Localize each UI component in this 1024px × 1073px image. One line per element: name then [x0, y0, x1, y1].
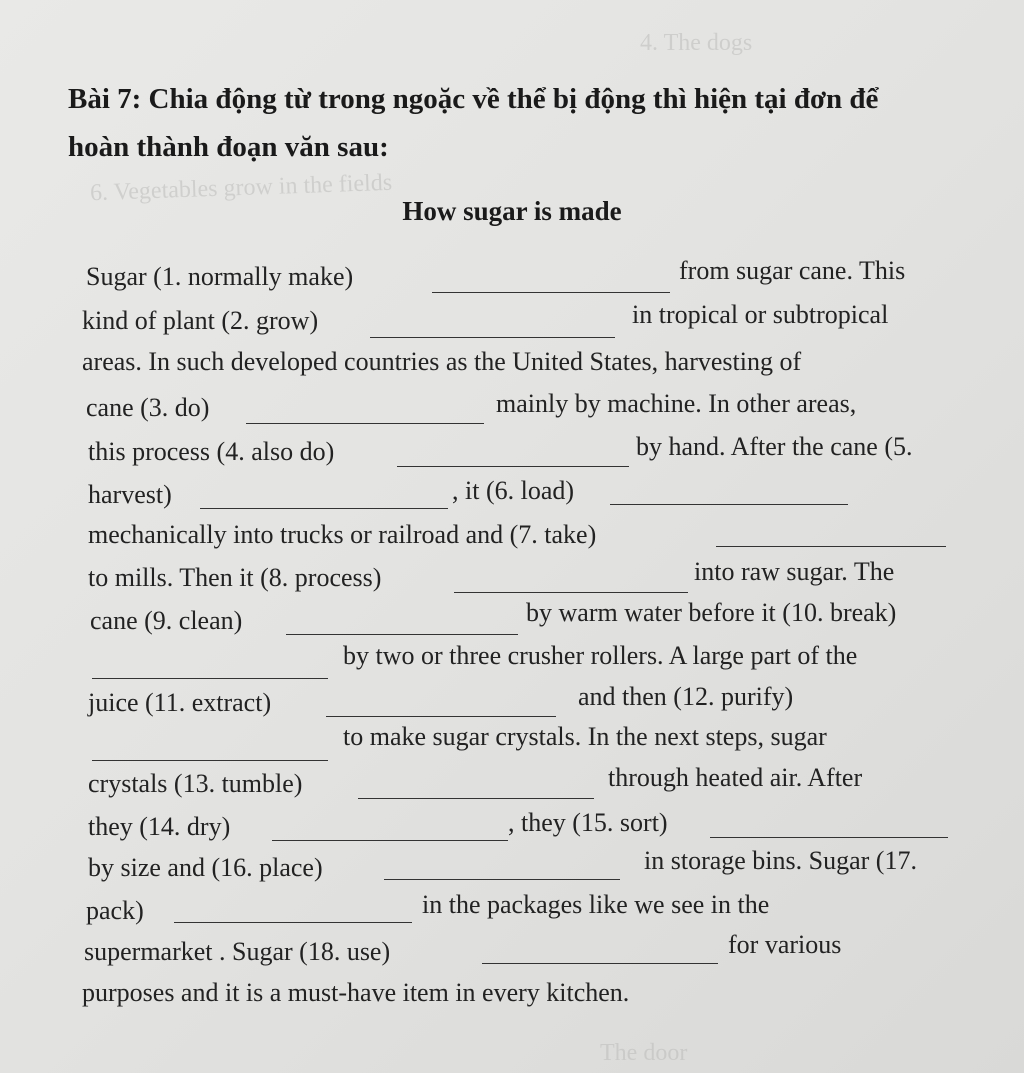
passage-text: , it (6. load)	[452, 476, 575, 505]
blank-13[interactable]	[358, 776, 594, 799]
blank-7[interactable]	[716, 524, 946, 547]
passage-text: and then (12. purify)	[578, 682, 794, 711]
passage-text: crystals (13. tumble)	[88, 769, 303, 798]
passage-text: kind of plant (2. grow)	[82, 306, 319, 335]
blank-3[interactable]	[246, 401, 484, 424]
passage-text: , they (15. sort)	[508, 808, 668, 837]
blank-16[interactable]	[384, 857, 620, 880]
passage-text: into raw sugar. The	[694, 557, 895, 586]
passage-text: by size and (16. place)	[88, 853, 323, 882]
passage-text: to make sugar crystals. In the next steps, sugar	[343, 722, 827, 751]
blank-4[interactable]	[397, 444, 629, 467]
blank-2[interactable]	[370, 315, 615, 338]
passage-text: by two or three crusher rollers. A large part of the	[343, 641, 858, 670]
blank-14[interactable]	[272, 818, 508, 841]
bleed-through-text: 4. The dogs	[640, 30, 753, 56]
passage-text: in the packages like we see in the	[422, 890, 770, 919]
passage-text: through heated air. After	[608, 763, 863, 792]
passage-text: in storage bins. Sugar (17.	[644, 846, 917, 875]
exercise-heading-line-1: Bài 7: Chia động từ trong ngoặc về thể bị động thì hiện tại đơn để	[68, 83, 879, 115]
passage-text: mainly by machine. In other areas,	[496, 389, 857, 418]
blank-1[interactable]	[432, 270, 670, 293]
passage-text: Sugar (1. normally make)	[86, 262, 354, 291]
passage-text: pack)	[86, 896, 144, 925]
passage-text: they (14. dry)	[88, 812, 231, 841]
passage-text: areas. In such developed countries as the United States, harvesting of	[82, 347, 802, 376]
passage-text: mechanically into trucks or railroad and (7. take)	[88, 520, 597, 549]
blank-10[interactable]	[92, 656, 328, 679]
blank-11[interactable]	[326, 694, 556, 717]
passage-text: supermarket . Sugar (18. use)	[84, 937, 391, 966]
blank-18[interactable]	[482, 941, 718, 964]
passage-title: How sugar is made	[402, 196, 622, 226]
blank-6[interactable]	[610, 482, 848, 505]
bleed-through-text: 6. Vegetables grow in the fields	[89, 169, 393, 207]
blank-8[interactable]	[454, 570, 688, 593]
passage-text: this process (4. also do)	[88, 437, 335, 466]
blank-12[interactable]	[92, 738, 328, 761]
passage-text: cane (3. do)	[86, 393, 210, 422]
passage-text: by hand. After the cane (5.	[636, 432, 913, 461]
bleed-through-text: The door	[600, 1040, 688, 1066]
blank-17[interactable]	[174, 900, 412, 923]
passage-text: for various	[728, 930, 842, 959]
blank-9[interactable]	[286, 612, 518, 635]
passage-text: by warm water before it (10. break)	[526, 598, 897, 627]
blank-5[interactable]	[200, 486, 448, 509]
exercise-heading-line-2: hoàn thành đoạn văn sau:	[68, 131, 389, 163]
passage-text: harvest)	[88, 480, 172, 509]
passage-text: in tropical or subtropical	[632, 300, 889, 329]
blank-15[interactable]	[710, 815, 948, 838]
passage-text: cane (9. clean)	[90, 606, 243, 635]
passage-text: to mills. Then it (8. process)	[88, 563, 382, 592]
passage-text: purposes and it is a must-have item in every kitchen.	[82, 978, 630, 1007]
passage-text: from sugar cane. This	[679, 256, 906, 285]
passage-text: juice (11. extract)	[88, 688, 272, 717]
